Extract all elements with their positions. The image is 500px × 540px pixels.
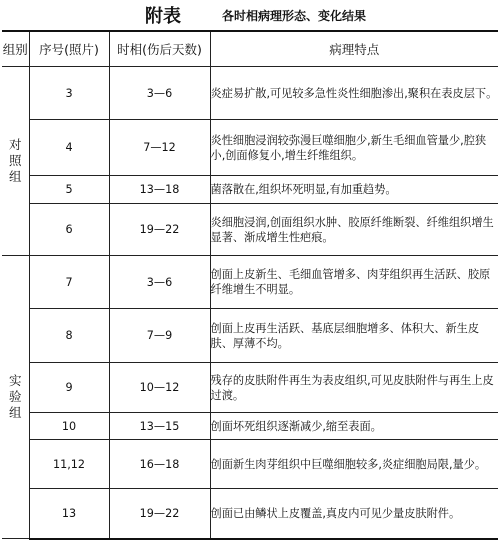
features-cell: 炎性细胞浸润较弥漫巨噬细胞少,新生毛细血管量少,腔狭小,创面修复小,增生纤维组织。 <box>210 120 498 176</box>
seq-cell: 4 <box>29 120 109 176</box>
features-cell: 创面已由鳞状上皮覆盖,真皮内可见少量皮肤附件。 <box>210 489 498 539</box>
header-time: 时相(伤后天数) <box>109 31 210 67</box>
table-row <box>2 204 498 256</box>
features-cell: 创面新生肉芽组织中巨噬细胞较多,炎症细胞局限,量少。 <box>210 440 498 489</box>
header-seq: 序号(照片) <box>29 31 109 67</box>
seq-cell: 11,12 <box>29 440 109 489</box>
appendix-title: 附表 <box>145 6 181 27</box>
time-cell: 13—18 <box>109 176 210 204</box>
seq-cell: 3 <box>29 67 109 120</box>
time-cell: 13—15 <box>109 413 210 440</box>
features-cell: 炎细胞浸润,创面组织水肿、胶原纤维断裂、纤维组织增生显著、渐成增生性疤痕。 <box>210 204 498 256</box>
time-cell: 10—12 <box>109 363 210 413</box>
features-cell: 残存的皮肤附件再生为表皮组织,可见皮肤附件与再生上皮过渡。 <box>210 363 498 413</box>
features-cell: 创面坏死组织逐渐减少,缩至表面。 <box>210 413 498 440</box>
table-caption <box>0 0 500 30</box>
time-cell: 3—6 <box>109 67 210 120</box>
time-cell: 7—9 <box>109 309 210 363</box>
group-label-experimental: 实验组 <box>8 373 22 420</box>
pathology-table <box>2 30 498 540</box>
header-group: 组别 <box>2 31 29 67</box>
features-cell: 菌落散在,组织坏死明显,有加重趋势。 <box>210 176 498 204</box>
time-cell: 19—22 <box>109 204 210 256</box>
table-row <box>2 440 498 489</box>
table-row <box>2 413 498 440</box>
table-row <box>2 120 498 176</box>
table-row <box>2 256 498 309</box>
table-title: 各时相病理形态、变化结果 <box>222 9 367 23</box>
features-cell: 创面上皮新生、毛细血管增多、肉芽组织再生活跃、胶原纤维增生不明显。 <box>210 256 498 309</box>
seq-cell: 13 <box>29 489 109 539</box>
time-cell: 19—22 <box>109 489 210 539</box>
table-row <box>2 489 498 539</box>
seq-cell: 8 <box>29 309 109 363</box>
header-row <box>2 31 498 67</box>
header-features: 病理特点 <box>210 31 498 67</box>
seq-cell: 9 <box>29 363 109 413</box>
time-cell: 7—12 <box>109 120 210 176</box>
seq-cell: 7 <box>29 256 109 309</box>
group-cell-control <box>2 67 29 256</box>
seq-cell: 6 <box>29 204 109 256</box>
table-row <box>2 176 498 204</box>
time-cell: 3—6 <box>109 256 210 309</box>
table-row <box>2 309 498 363</box>
time-cell: 16—18 <box>109 440 210 489</box>
table-row <box>2 363 498 413</box>
group-cell-experimental <box>2 256 29 539</box>
group-label-control: 对照组 <box>8 137 22 184</box>
features-cell: 创面上皮再生活跃、基底层细胞增多、体积大、新生皮肤、厚薄不均。 <box>210 309 498 363</box>
features-cell: 炎症易扩散,可见较多急性炎性细胞渗出,聚积在表皮层下。 <box>210 67 498 120</box>
table-row <box>2 67 498 120</box>
seq-cell: 10 <box>29 413 109 440</box>
seq-cell: 5 <box>29 176 109 204</box>
